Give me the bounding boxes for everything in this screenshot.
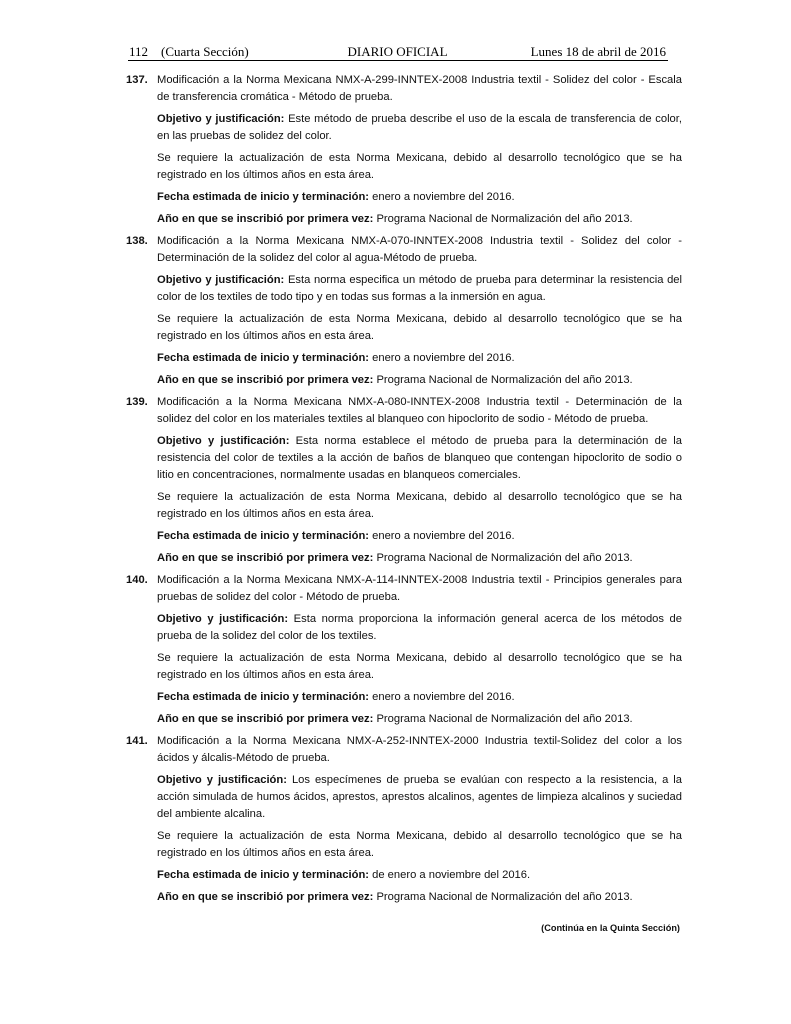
page-number: 112: [129, 44, 149, 59]
first-year-label: Año en que se inscribió por primera vez:: [157, 713, 374, 725]
item-number: 141.: [126, 735, 148, 747]
item-update: Se requiere la actualización de esta Norma Mexicana, debido al desarrollo tecnológico que se ha registrado en los últimos años en esta área.: [157, 652, 682, 681]
item-title: Modificación a la Norma Mexicana NMX-A-080-INNTEX-2008 Industria textil - Determinación de la solidez del color en los materiales textiles al blanqueo con hipoclorito de sodio - Método de prueba.: [157, 396, 682, 425]
date-label: Fecha estimada de inicio y terminación:: [157, 530, 370, 542]
item-objective: [157, 111, 682, 145]
objective-label: Objetivo y justificación:: [157, 613, 289, 625]
first-year-text: Programa Nacional de Normalización del año 2013.: [376, 891, 633, 903]
item-number: 137.: [126, 74, 148, 86]
item-first-year: [157, 550, 682, 567]
dates-text: enero a noviembre del 2016.: [372, 191, 515, 203]
item-objective: [157, 272, 682, 306]
item-title: Modificación a la Norma Mexicana NMX-A-252-INNTEX-2000 Industria textil-Solidez del color a los ácidos y álcalis-Método de prueba.: [157, 735, 682, 764]
page-header: [129, 42, 666, 60]
publication-title: DIARIO OFICIAL: [347, 44, 448, 59]
item-objective: [157, 611, 682, 645]
dates-text: enero a noviembre del 2016.: [372, 691, 515, 703]
first-year-label: Año en que se inscribió por primera vez:: [157, 891, 374, 903]
dates-text: enero a noviembre del 2016.: [372, 352, 515, 364]
item-title: Modificación a la Norma Mexicana NMX-A-070-INNTEX-2008 Industria textil - Solidez del color - Determinación de la solidez del color al agua-Método de prueba.: [157, 235, 682, 264]
item-objective: [157, 772, 682, 823]
objective-text: Esta norma establece el método de prueba para la determinación de la resistencia del color de textiles a la acción de baños de blanqueo que contengan hipoclorito de sodio o litio en concentraciones, normalmente usadas en blanqueos comerciales.: [157, 435, 682, 481]
list-item: [126, 572, 682, 728]
first-year-text: Programa Nacional de Normalización del año 2013.: [376, 713, 633, 725]
objective-label: Objetivo y justificación:: [157, 113, 285, 125]
item-title: Modificación a la Norma Mexicana NMX-A-114-INNTEX-2008 Industria textil - Principios generales para pruebas de solidez del color - Método de prueba.: [157, 574, 682, 603]
objective-label: Objetivo y justificación:: [157, 274, 285, 286]
item-dates: [157, 350, 682, 367]
objective-label: Objetivo y justificación:: [157, 435, 290, 447]
objective-text: Esta norma especifica un método de prueba para determinar la resistencia del color de los textiles de todo tipo y en todas sus formas a la inmersión en agua.: [157, 274, 682, 303]
item-first-year: [157, 211, 682, 228]
list-item: [126, 394, 682, 567]
item-dates: [157, 689, 682, 706]
first-year-label: Año en que se inscribió por primera vez:: [157, 213, 374, 225]
objective-label: Objetivo y justificación:: [157, 774, 287, 786]
first-year-text: Programa Nacional de Normalización del año 2013.: [376, 374, 633, 386]
header-rule: [128, 60, 668, 61]
date-label: Fecha estimada de inicio y terminación:: [157, 352, 370, 364]
list-item: [126, 72, 682, 228]
objective-text: Esta norma proporciona la información general acerca de los métodos de prueba de la solidez del color de los textiles.: [157, 613, 682, 642]
item-update: Se requiere la actualización de esta Norma Mexicana, debido al desarrollo tecnológico que se ha registrado en los últimos años en esta área.: [157, 152, 682, 181]
continued-note: (Continúa en la Quinta Sección): [541, 923, 680, 933]
item-update: Se requiere la actualización de esta Norma Mexicana, debido al desarrollo tecnológico que se ha registrado en los últimos años en esta área.: [157, 313, 682, 342]
dates-text: de enero a noviembre del 2016.: [372, 869, 531, 881]
date-label: Fecha estimada de inicio y terminación:: [157, 869, 370, 881]
section-label: (Cuarta Sección): [161, 44, 249, 59]
first-year-text: Programa Nacional de Normalización del año 2013.: [376, 552, 633, 564]
document-body: [126, 72, 682, 911]
dates-text: enero a noviembre del 2016.: [372, 530, 515, 542]
item-first-year: [157, 372, 682, 389]
item-dates: [157, 189, 682, 206]
date-label: Fecha estimada de inicio y terminación:: [157, 191, 370, 203]
date-label: Fecha estimada de inicio y terminación:: [157, 691, 370, 703]
first-year-label: Año en que se inscribió por primera vez:: [157, 374, 374, 386]
item-update: Se requiere la actualización de esta Norma Mexicana, debido al desarrollo tecnológico que se ha registrado en los últimos años en esta área.: [157, 830, 682, 859]
list-item: [126, 733, 682, 906]
item-first-year: [157, 711, 682, 728]
item-number: 139.: [126, 396, 148, 408]
item-dates: [157, 867, 682, 884]
item-number: 138.: [126, 235, 148, 247]
first-year-label: Año en que se inscribió por primera vez:: [157, 552, 374, 564]
objective-text: Este método de prueba describe el uso de la escala de transferencia de color, en las pruebas de solidez del color.: [157, 113, 682, 142]
item-number: 140.: [126, 574, 148, 586]
item-update: Se requiere la actualización de esta Norma Mexicana, debido al desarrollo tecnológico que se ha registrado en los últimos años en esta área.: [157, 491, 682, 520]
list-item: [126, 233, 682, 389]
item-objective: [157, 433, 682, 484]
item-title: Modificación a la Norma Mexicana NMX-A-299-INNTEX-2008 Industria textil - Solidez del color - Escala de transferencia cromática - Método de prueba.: [157, 74, 682, 103]
item-dates: [157, 528, 682, 545]
publication-date: Lunes 18 de abril de 2016: [530, 44, 666, 59]
item-first-year: [157, 889, 682, 906]
objective-text: Los especímenes de prueba se evalúan con respecto a la resistencia, a la acción simulada de humos ácidos, aprestos, aprestos alcalinos, agentes de limpieza alcalinos y suciedad del ambiente alcalina.: [157, 774, 682, 820]
first-year-text: Programa Nacional de Normalización del año 2013.: [376, 213, 633, 225]
